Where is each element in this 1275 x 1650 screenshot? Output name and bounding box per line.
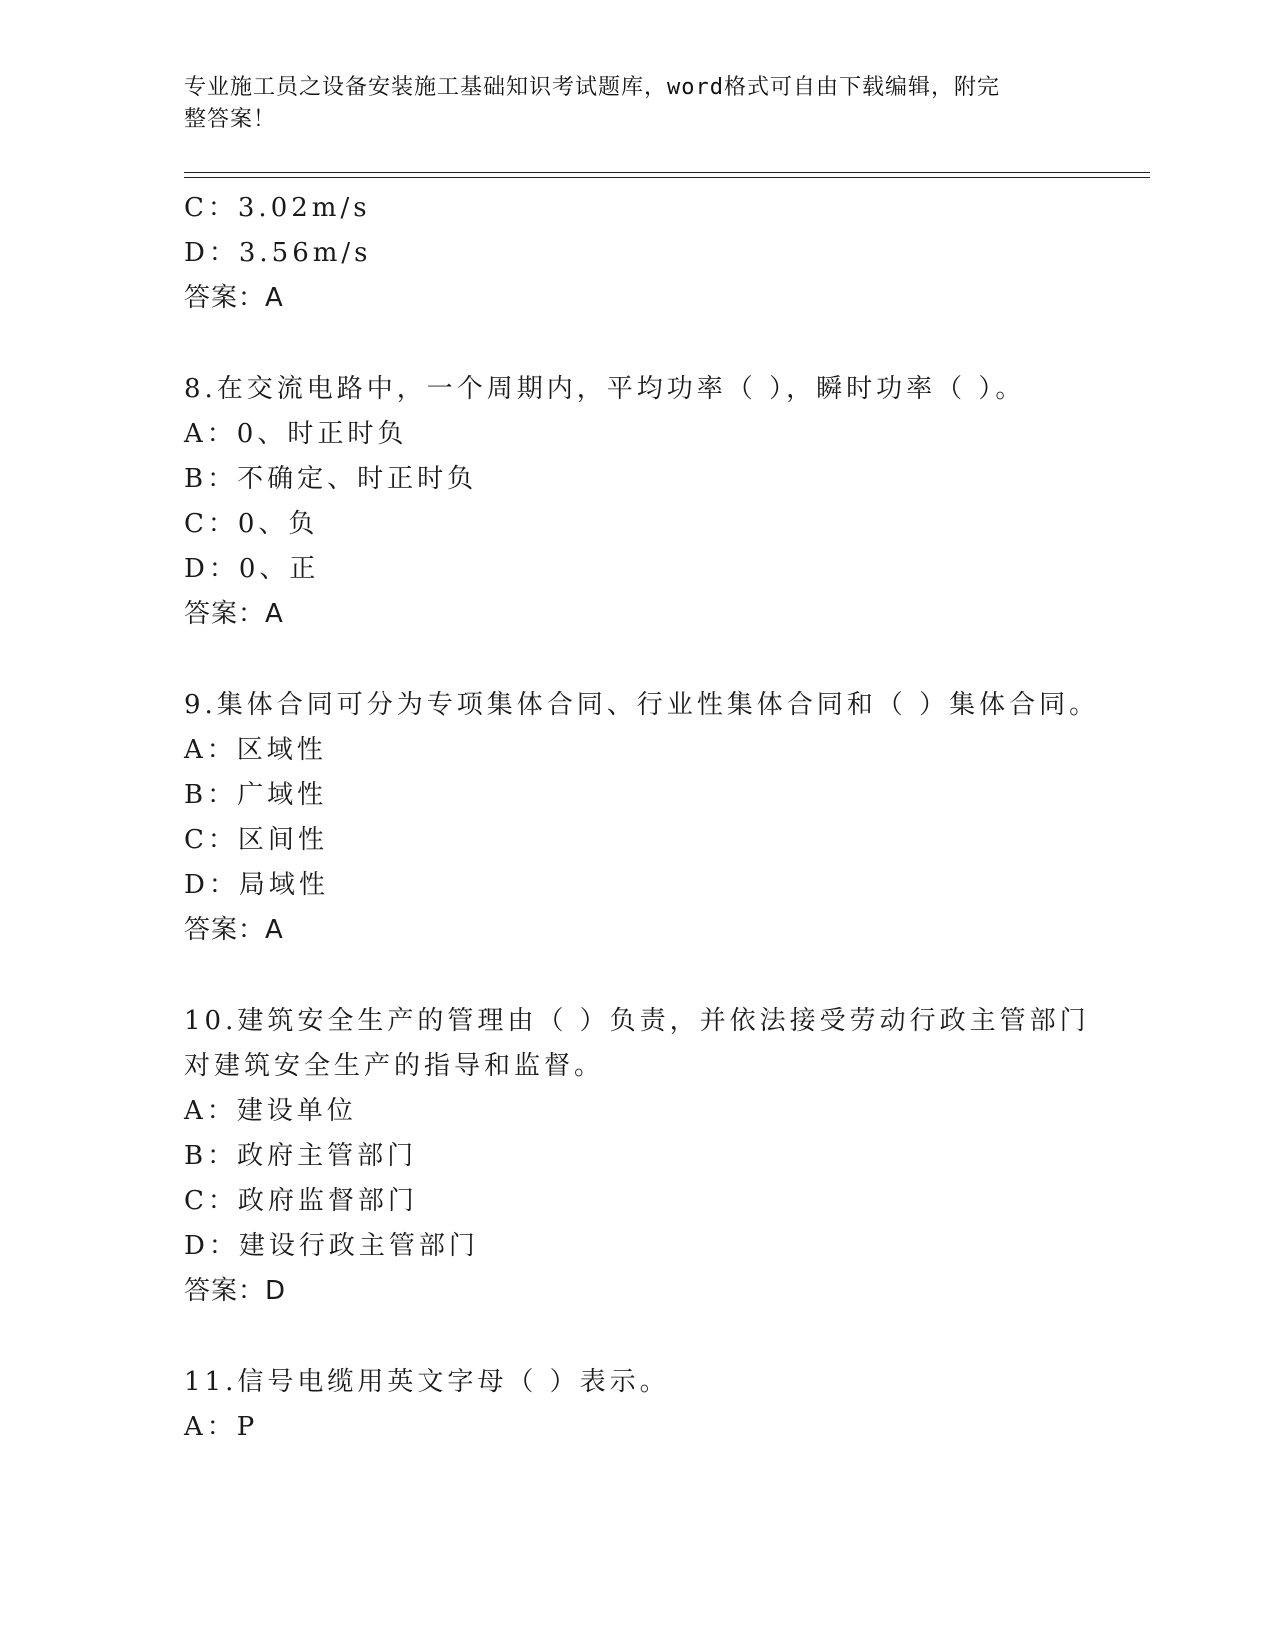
question-stem: 11.信号电缆用英文字母（ ）表示。 xyxy=(184,1367,670,1397)
answer-line: 答案：A xyxy=(184,283,284,313)
header-rule-bottom xyxy=(184,177,1150,178)
header-line-2: 整答案！ xyxy=(184,107,277,132)
question-8 xyxy=(184,367,1104,637)
header-line-1: 专业施工员之设备安装施工基础知识考试题库，word格式可自由下载编辑，附完 xyxy=(184,75,1000,100)
option-b: B：政府主管部门 xyxy=(184,1141,418,1171)
question-10 xyxy=(184,999,1104,1314)
option-c: C：3.02m/s xyxy=(184,193,371,223)
option-c: C：区间性 xyxy=(184,825,328,855)
option-c: C：政府监督部门 xyxy=(184,1186,418,1216)
option-d: D：建设行政主管部门 xyxy=(184,1231,479,1261)
question-stem: 9.集体合同可分为专项集体合同、行业性集体合同和（ ）集体合同。 xyxy=(184,690,1100,720)
question-stem-continued: 对建筑安全生产的指导和监督。 xyxy=(184,1051,605,1081)
question-7-tail xyxy=(184,186,1104,321)
option-b: B：广域性 xyxy=(184,780,328,810)
question-stem: 8.在交流电路中，一个周期内，平均功率（ ），瞬时功率（ ）。 xyxy=(184,374,1026,404)
header-rule-top xyxy=(184,172,1150,173)
option-b: B：不确定、时正时负 xyxy=(184,464,478,494)
answer-line: 答案：D xyxy=(184,1276,287,1306)
question-9 xyxy=(184,683,1104,953)
option-c: C：0、负 xyxy=(184,509,319,539)
option-d: D：局域性 xyxy=(184,870,329,900)
option-d: D：3.56m/s xyxy=(184,238,372,268)
question-list xyxy=(184,186,1104,1450)
answer-line: 答案：A xyxy=(184,599,284,629)
option-a: A：0、时正时负 xyxy=(184,419,408,449)
option-a: A：区域性 xyxy=(184,735,327,765)
answer-line: 答案：A xyxy=(184,915,284,945)
question-stem: 10.建筑安全生产的管理由（ ）负责，并依法接受劳动行政主管部门 xyxy=(184,1006,1090,1036)
option-a: A：P xyxy=(184,1412,259,1442)
document-header xyxy=(184,72,1064,136)
option-a: A：建设单位 xyxy=(184,1096,357,1126)
option-d: D：0、正 xyxy=(184,554,320,584)
question-11 xyxy=(184,1360,1104,1450)
